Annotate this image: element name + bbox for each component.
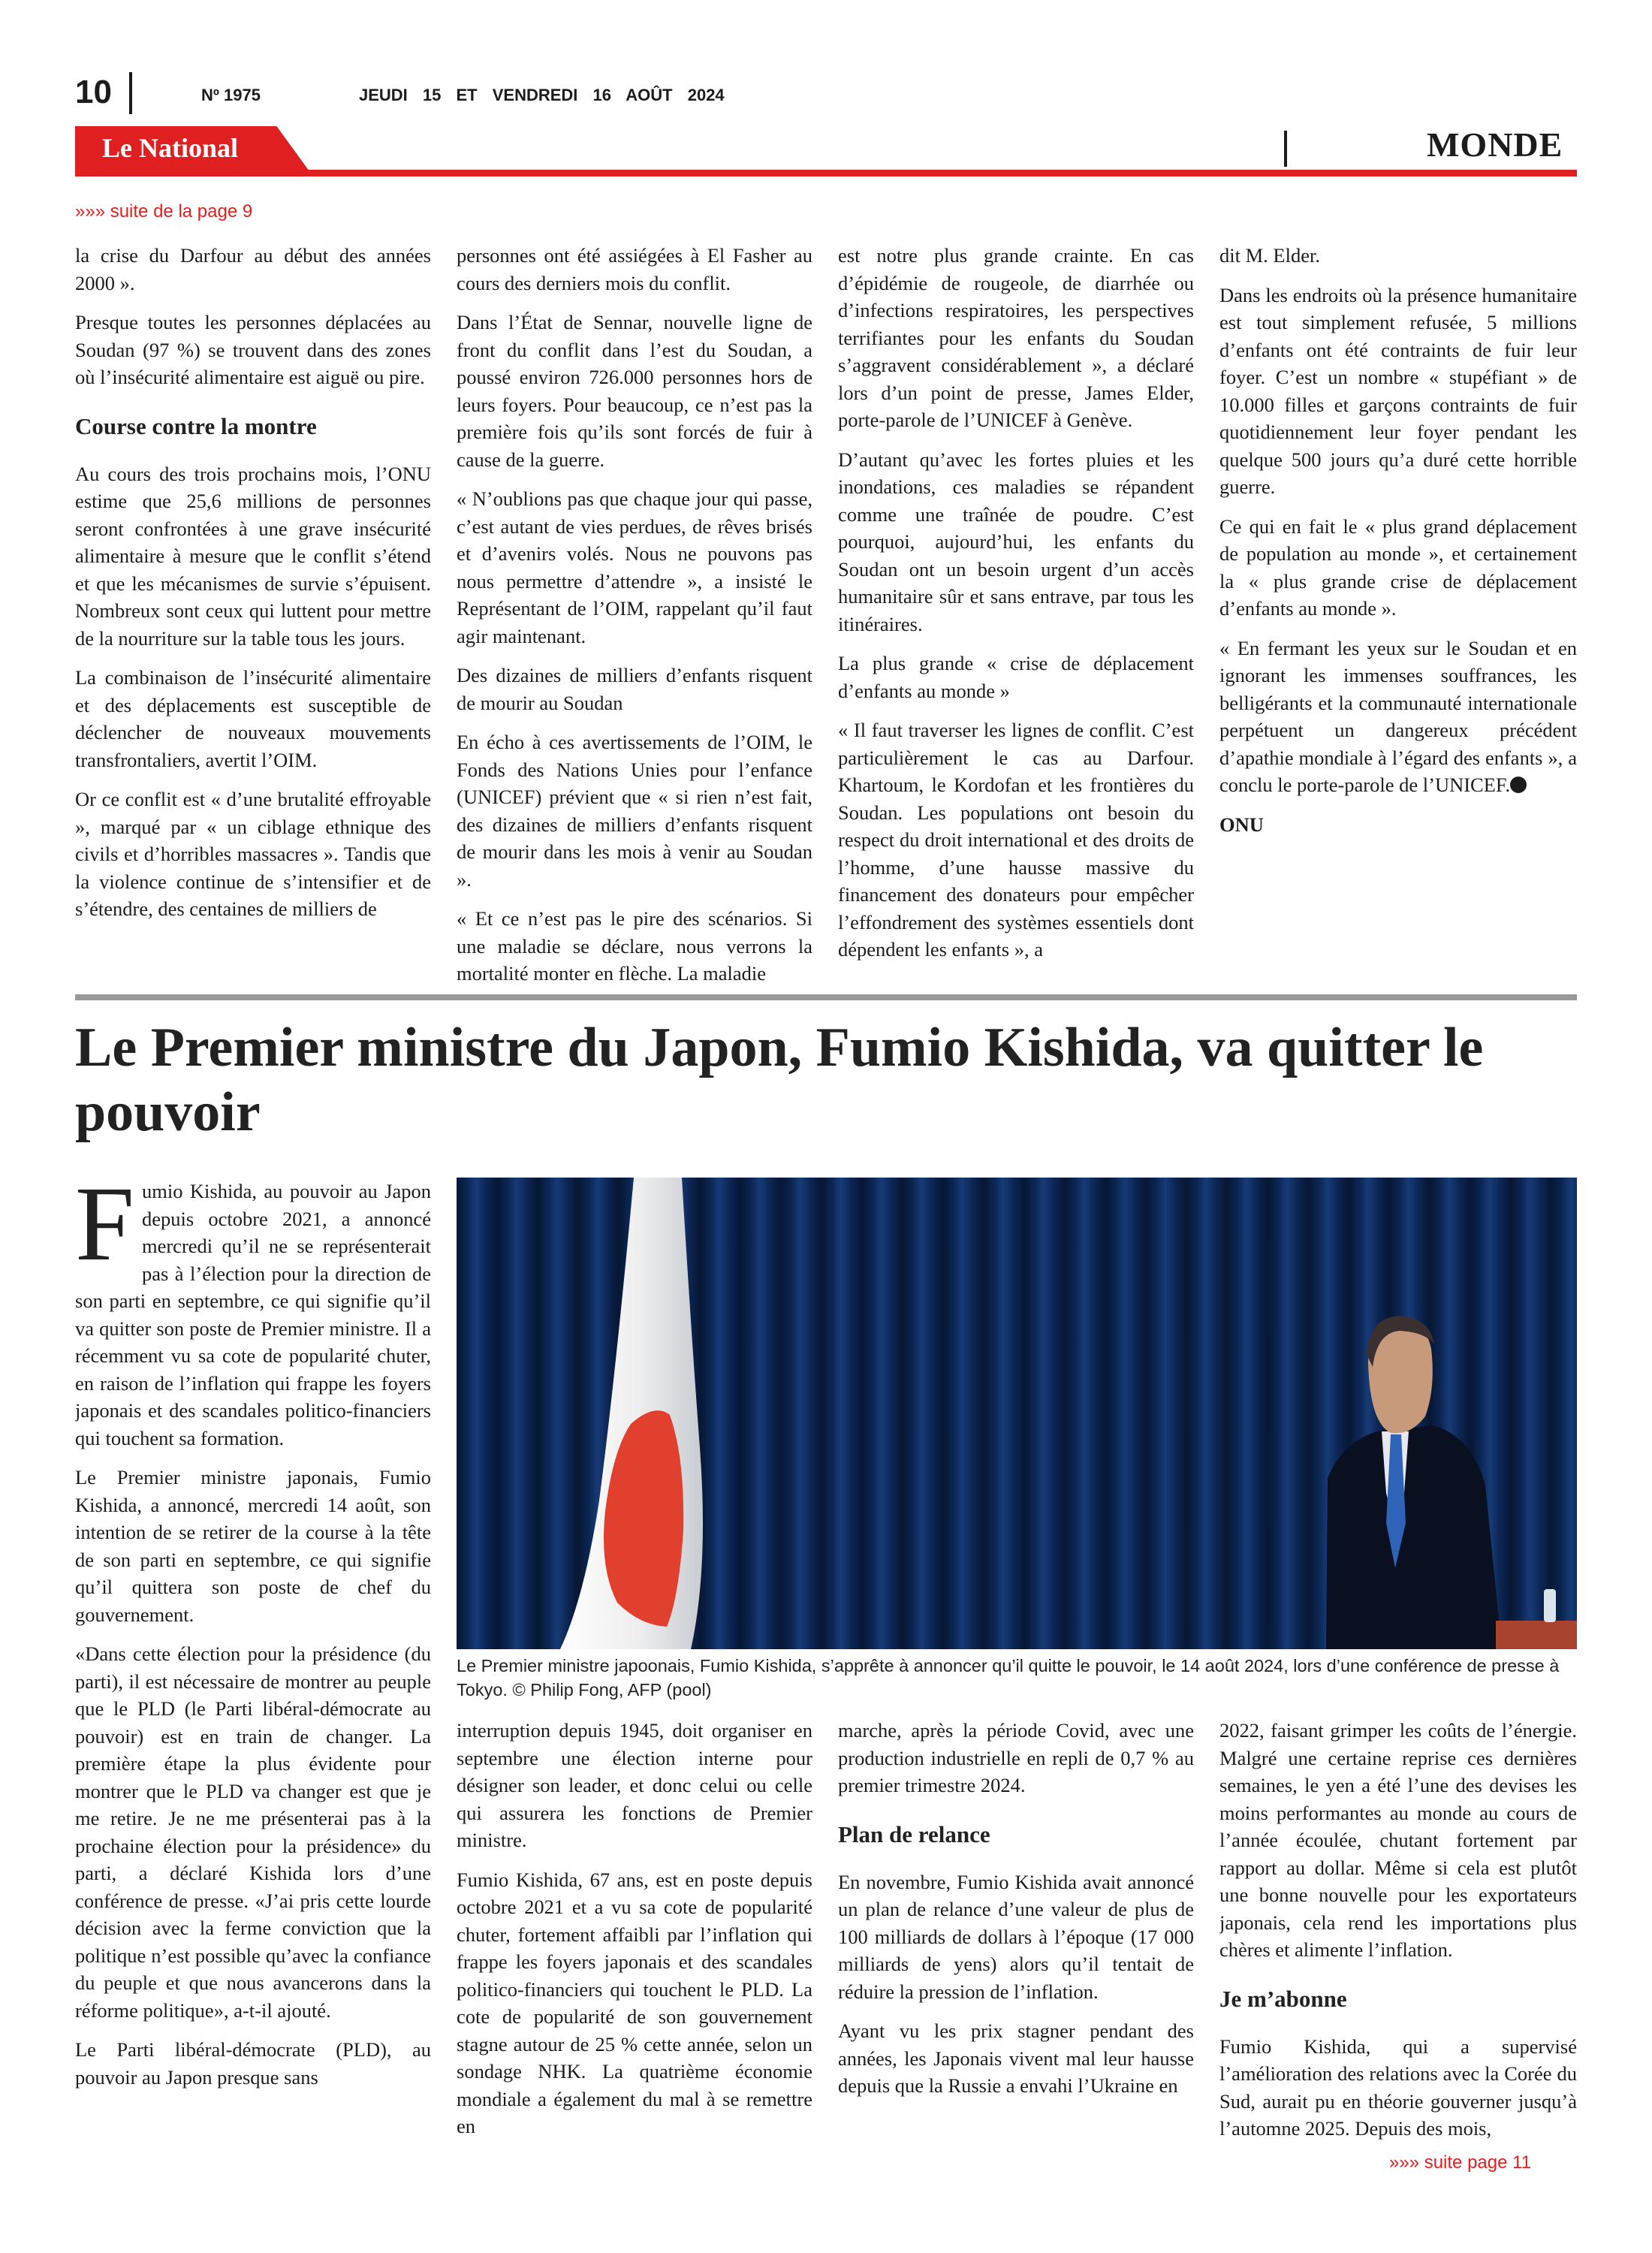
article2-column-3 <box>838 1717 1194 2152</box>
newspaper-brand: Le National <box>102 133 239 163</box>
paragraph-with-end-mark <box>1219 635 1577 799</box>
article1-column-2 <box>457 242 812 985</box>
article-signature: ONU <box>1219 813 1264 836</box>
paragraph: «Dans cette élection pour la présidence (du parti), il est nécessaire de montrer au peuple que le PLD (le Parti libéral-démocrate au pouvoir) est en train de changer. La première étape la plus évidente pour montrer que le PLD va changer est que je me retire. Je ne me présenterai pas à la prochaine élection pour la présidence» du parti, a déclaré Kishida lors d’une conférence de presse. «J’ai pris cette lourde décision avec la ferme conviction que la politique n’est possible qu’avec la confiance du peuple et que nous avancerons dans la réforme politique», a-t-il ajouté. <box>75 1642 431 2022</box>
paragraph: Le Parti libéral-démocrate (PLD), au pouvoir au Japon presque sans <box>75 2038 431 2089</box>
paragraph: La combinaison de l’insécurité alimentaire et des déplacements est susceptible de déclencher de nouveaux mouvements transfrontaliers, avertit l’OIM. <box>75 666 431 771</box>
article1-column-4 <box>1219 242 1577 985</box>
paragraph-text: « En fermant les yeux sur le Soudan et en ignorant les immenses souffrances, les belligérants et la communauté internationale perpétuent un dangereux précédent d’apathie mondiale à l’égard des enfants », a conclu le porte-parole de l’UNICEF. <box>1219 636 1577 796</box>
paragraph: Des dizaines de milliers d’enfants risquent de mourir au Soudan <box>457 664 812 714</box>
lead-paragraph <box>75 1178 431 1452</box>
paragraph: Le Premier ministre japonais, Fumio Kishida, a annoncé, mercredi 14 août, son intention de se retirer de la course à la tête de son parti en septembre, ce qui signifie qu’il quittera son poste de chef du gouvernement. <box>75 1466 431 1626</box>
issue-date: JEUDI 15 ET VENDREDI 16 AOÛT 2024 <box>359 86 725 104</box>
lead-text: umio Kishida, au pouvoir au Japon depuis octobre 2021, a annoncé mercredi qu’il ne se représenterait pas à l’élection pour la direction de son parti en septembre, ce qui signifie qu’il va quitter son poste de Premier ministre. Il a récemment vu sa cote de popularité chuter, en raison de l’inflation qui frappe les foyers japonais et des scandales politico-financiers qui touchent sa formation. <box>75 1180 431 1449</box>
paragraph: En novembre, Fumio Kishida avait annoncé un plan de relance d’une valeur de plus de 100 milliards de dollars à l’époque (17 000 milliards de yens) alors qu’il tentait de réduire la pression de l’inflation. <box>838 1870 1194 2003</box>
section-divider <box>1284 131 1287 167</box>
subheading: Je m’abonne <box>1219 1985 1347 2012</box>
paragraph: Dans les endroits où la présence humanitaire est tout simplement refusée, 5 millions d’enfants ont été contraints de fuir leur foyer. C’est un nombre « stupéfiant » de 10.000 filles et garçons contraints de fuir quotidiennement leur foyer pendant les quelque 500 jours qu’a duré cette horrible guerre. <box>1219 283 1577 498</box>
photo-caption: Le Premier ministre japoonais, Fumio Kishida, s’apprête à annoncer qu’il quitte le pouvoir, le 14 août 2024, lors d’une conférence de presse à Tokyo. © Philip Fong, AFP (pool) <box>457 1656 1560 1700</box>
paragraph: marche, après la période Covid, avec une production industrielle en repli de 0,7 % au premier trimestre 2024. <box>838 1719 1194 1796</box>
paragraph: personnes ont été assiégées à El Fasher au cours des derniers mois du conflit. <box>457 244 812 294</box>
page-number-divider <box>129 72 132 114</box>
paragraph: « N’oublions pas que chaque jour qui passe, c’est autant de vies perdues, de rêves brisés et d’avenirs volés. Nous ne pouvons pas nous permettre d’attendre », a insisté le Représentant de l’OIM, rappelant qu’il faut agir maintenant. <box>457 487 812 647</box>
paragraph: Ce qui en fait le « plus grand déplacement de population au monde », et certainement la « plus grande crise de déplacement d’enfants au monde ». <box>1219 514 1577 620</box>
paragraph: « Et ce n’est pas le pire des scénarios. Si une maladie se déclare, nous verrons la mortalité monter en flèche. La maladie <box>457 907 812 985</box>
continued-from-link[interactable]: »»» suite de la page 9 <box>75 201 253 222</box>
paragraph: la crise du Darfour au début des années 2000 ». <box>75 244 431 294</box>
end-of-article-icon <box>1510 777 1527 793</box>
kishida-press-conference-photo <box>457 1178 1577 1649</box>
photo-illustration <box>457 1178 1577 1649</box>
paragraph: est notre plus grande crainte. En cas d’épidémie de rougeole, de diarrhée ou d’infections respiratoires, les perspectives terrifiantes pour les enfants du Soudan s’aggravent considérablement », a déclaré lors d’un point de presse, James Elder, porte-parole de l’UNICEF à Genève. <box>838 244 1194 431</box>
article2-column-1 <box>75 1178 431 2154</box>
paragraph: interruption depuis 1945, doit organiser en septembre une élection interne pour désigner son leader, et donc celui ou celle qui assurera les fonctions de Premier ministre. <box>457 1719 812 1851</box>
section-title: MONDE <box>1427 125 1563 164</box>
paragraph: Au cours des trois prochains mois, l’ONU estime que 25,6 millions de personnes seront confrontées à une grave insécurité alimentaire à mesure que le conflit s’étend et que les mécanismes de survie s’épuisent. Nombreux sont ceux qui luttent pour mettre de la nourriture sur la table tous les jours. <box>75 462 431 650</box>
paragraph: D’autant qu’avec les fortes pluies et les inondations, ces maladies se répandent comme une traînée de poudre. C’est pourquoi, aujourd’hui, les enfants du Soudan ont un besoin urgent d’un accès humanitaire sûr et sans entrave, par tous les itinéraires. <box>838 448 1194 635</box>
article1-column-1 <box>75 242 431 985</box>
article1-column-3 <box>838 242 1194 985</box>
paragraph: dit M. Elder. <box>1219 244 1320 267</box>
article-headline: Le Premier ministre du Japon, Fumio Kishida, va quitter le pouvoir <box>75 1017 1484 1143</box>
paragraph: La plus grande « crise de déplacement d’enfants au monde » <box>838 652 1194 702</box>
continued-to-link[interactable]: »»» suite page 11 <box>1389 2152 1532 2173</box>
article2-column-2 <box>457 1717 812 2152</box>
subheading: Plan de relance <box>838 1820 990 1847</box>
drop-cap: F <box>75 1178 134 1283</box>
issue-number: Nº 1975 <box>201 86 261 104</box>
paragraph: Fumio Kishida, qui a supervisé l’amélioration des relations avec la Corée du Sud, aurait pu en théorie gouverner jusqu’à l’automne 2025. Depuis des mois, <box>1219 2034 1577 2140</box>
article-divider <box>75 994 1577 1000</box>
paragraph: En écho à ces avertissements de l’OIM, le Fonds des Nations Unies pour l’enfance (UNICEF) prévient que « si rien n’est fait, des dizaines de milliers d’enfants risquent de mourir dans les mois à venir au Soudan ». <box>457 731 812 891</box>
header-rule <box>75 170 1577 176</box>
paragraph: 2022, faisant grimper les coûts de l’énergie. Malgré une certaine reprise ces dernières semaines, le yen a été l’une des devises les moins performantes au monde au cours de l’année écoulée, chutant fortement par rapport au dollar. Même si cela est plutôt une bonne nouvelle pour les exportateurs japonais, cela rend les importations plus chères et alimente l’inflation. <box>1219 1719 1577 1961</box>
page-number: 10 <box>75 74 112 110</box>
paragraph: Presque toutes les personnes déplacées au Soudan (97 %) se trouvent dans des zones où l’insécurité alimentaire est aiguë ou pire. <box>75 311 431 388</box>
paragraph: « Il faut traverser les lignes de conflit. C’est particulièrement le cas au Darfour. Khartoum, le Kordofan et les frontières du Soudan. Les populations ont besoin du respect du droit international et des droits de l’homme, d’une hausse massive du financement des donateurs pour empêcher l’effondrement des systèmes essentiels dont dépendent les enfants », a <box>838 719 1194 961</box>
paragraph: Fumio Kishida, 67 ans, est en poste depuis octobre 2021 et a vu sa cote de popularité chuter, fortement affaibli par l’inflation qui frappe les foyers japonais et des scandales politico-financiers qui touchent le PLD. La cote de popularité de son gouvernement stagne autour de 25 % cette année, selon un sondage NHK. La quatrième économie mondiale a également du mal à se remettre en <box>457 1868 812 2137</box>
article2-column-4 <box>1219 1717 1577 2152</box>
paragraph: Dans l’État de Sennar, nouvelle ligne de front du conflit dans l’est du Soudan, a poussé environ 726.000 personnes hors de leurs foyers. Pour beaucoup, ce n’est pas la première fois qu’ils sont forcés de fuir à cause de la guerre. <box>457 311 812 471</box>
paragraph: Ayant vu les prix stagner pendant des années, les Japonais vivent mal leur hausse depuis que la Russie a envahi l’Ukraine en <box>838 2019 1194 2097</box>
subheading: Course contre la montre <box>75 412 317 439</box>
paragraph: Or ce conflit est « d’une brutalité effroyable », marqué par « un ciblage ethnique des civils et d’horribles massacres ». Tandis que la violence continue de s’intensifier et de s’étendre, des centaines de milliers de <box>75 788 431 920</box>
